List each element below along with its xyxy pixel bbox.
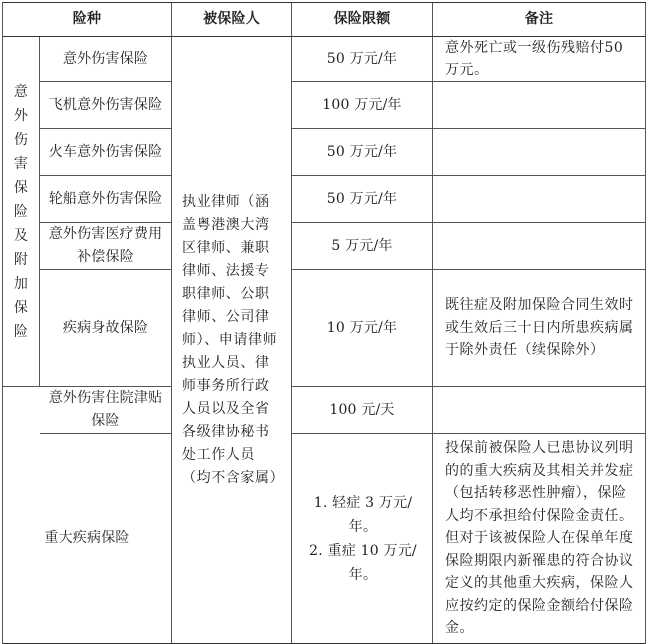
limit-cell: 100 万元/年 — [292, 82, 433, 129]
limit-cell: 100 元/天 — [292, 387, 433, 434]
critical-limit-cell — [292, 434, 433, 644]
note-cell — [433, 223, 646, 270]
type-cell: 疾病身故保险 — [40, 270, 172, 387]
limit-cell: 50 万元/年 — [292, 129, 433, 176]
group-label: 意外伤害保险及附加保险 — [3, 37, 40, 387]
insured-description: 执业律师（涵盖粤港澳大湾区律师、兼职律师、法援专职律师、公职律师、公司律师）、申请律师执业人员、律师事务所行政人员以及全省各级律协秘书处工作人员（均不含家属） — [172, 37, 292, 644]
limit-cell: 5 万元/年 — [292, 223, 433, 270]
header-limit: 保险限额 — [292, 3, 433, 37]
note-cell: 意外死亡或一级伤残赔付50万元。 — [433, 37, 646, 82]
limit-cell: 10 万元/年 — [292, 270, 433, 387]
header-insured: 被保险人 — [172, 3, 292, 37]
type-cell: 意外伤害医疗费用补偿保险 — [40, 223, 172, 270]
note-cell — [433, 176, 646, 223]
type-cell: 意外伤害保险 — [40, 37, 172, 82]
header-type: 险种 — [3, 3, 172, 37]
note-cell — [433, 129, 646, 176]
critical-limit-mild: 1. 轻症 3 万元/年。 — [313, 494, 413, 535]
note-cell — [433, 82, 646, 129]
insurance-table — [2, 2, 646, 644]
critical-type-cell: 重大疾病保险 — [3, 434, 172, 644]
type-cell: 意外伤害住院津贴保险 — [40, 387, 172, 434]
note-cell: 既往症及附加保险合同生效时或生效后三十日内所患疾病属于除外责任（续保除外） — [433, 270, 646, 387]
type-cell: 火车意外伤害保险 — [40, 129, 172, 176]
type-cell: 飞机意外伤害保险 — [40, 82, 172, 129]
limit-cell: 50 万元/年 — [292, 176, 433, 223]
critical-note-cell: 投保前被保险人已患协议列明的的重大疾病及其相关并发症（包括转移恶性肿瘤），保险人均不承担给付保险金责任。但对于该被保险人在保单年度保险期限内新罹患的符合协议定义的其他重大疾病，保险人应按约定的保险金额给付保险金。 — [433, 434, 646, 644]
note-cell — [433, 387, 646, 434]
critical-limit-severe: 2. 重症 10 万元/年。 — [309, 542, 417, 583]
header-note: 备注 — [433, 3, 646, 37]
type-cell: 轮船意外伤害保险 — [40, 176, 172, 223]
limit-cell: 50 万元/年 — [292, 37, 433, 82]
